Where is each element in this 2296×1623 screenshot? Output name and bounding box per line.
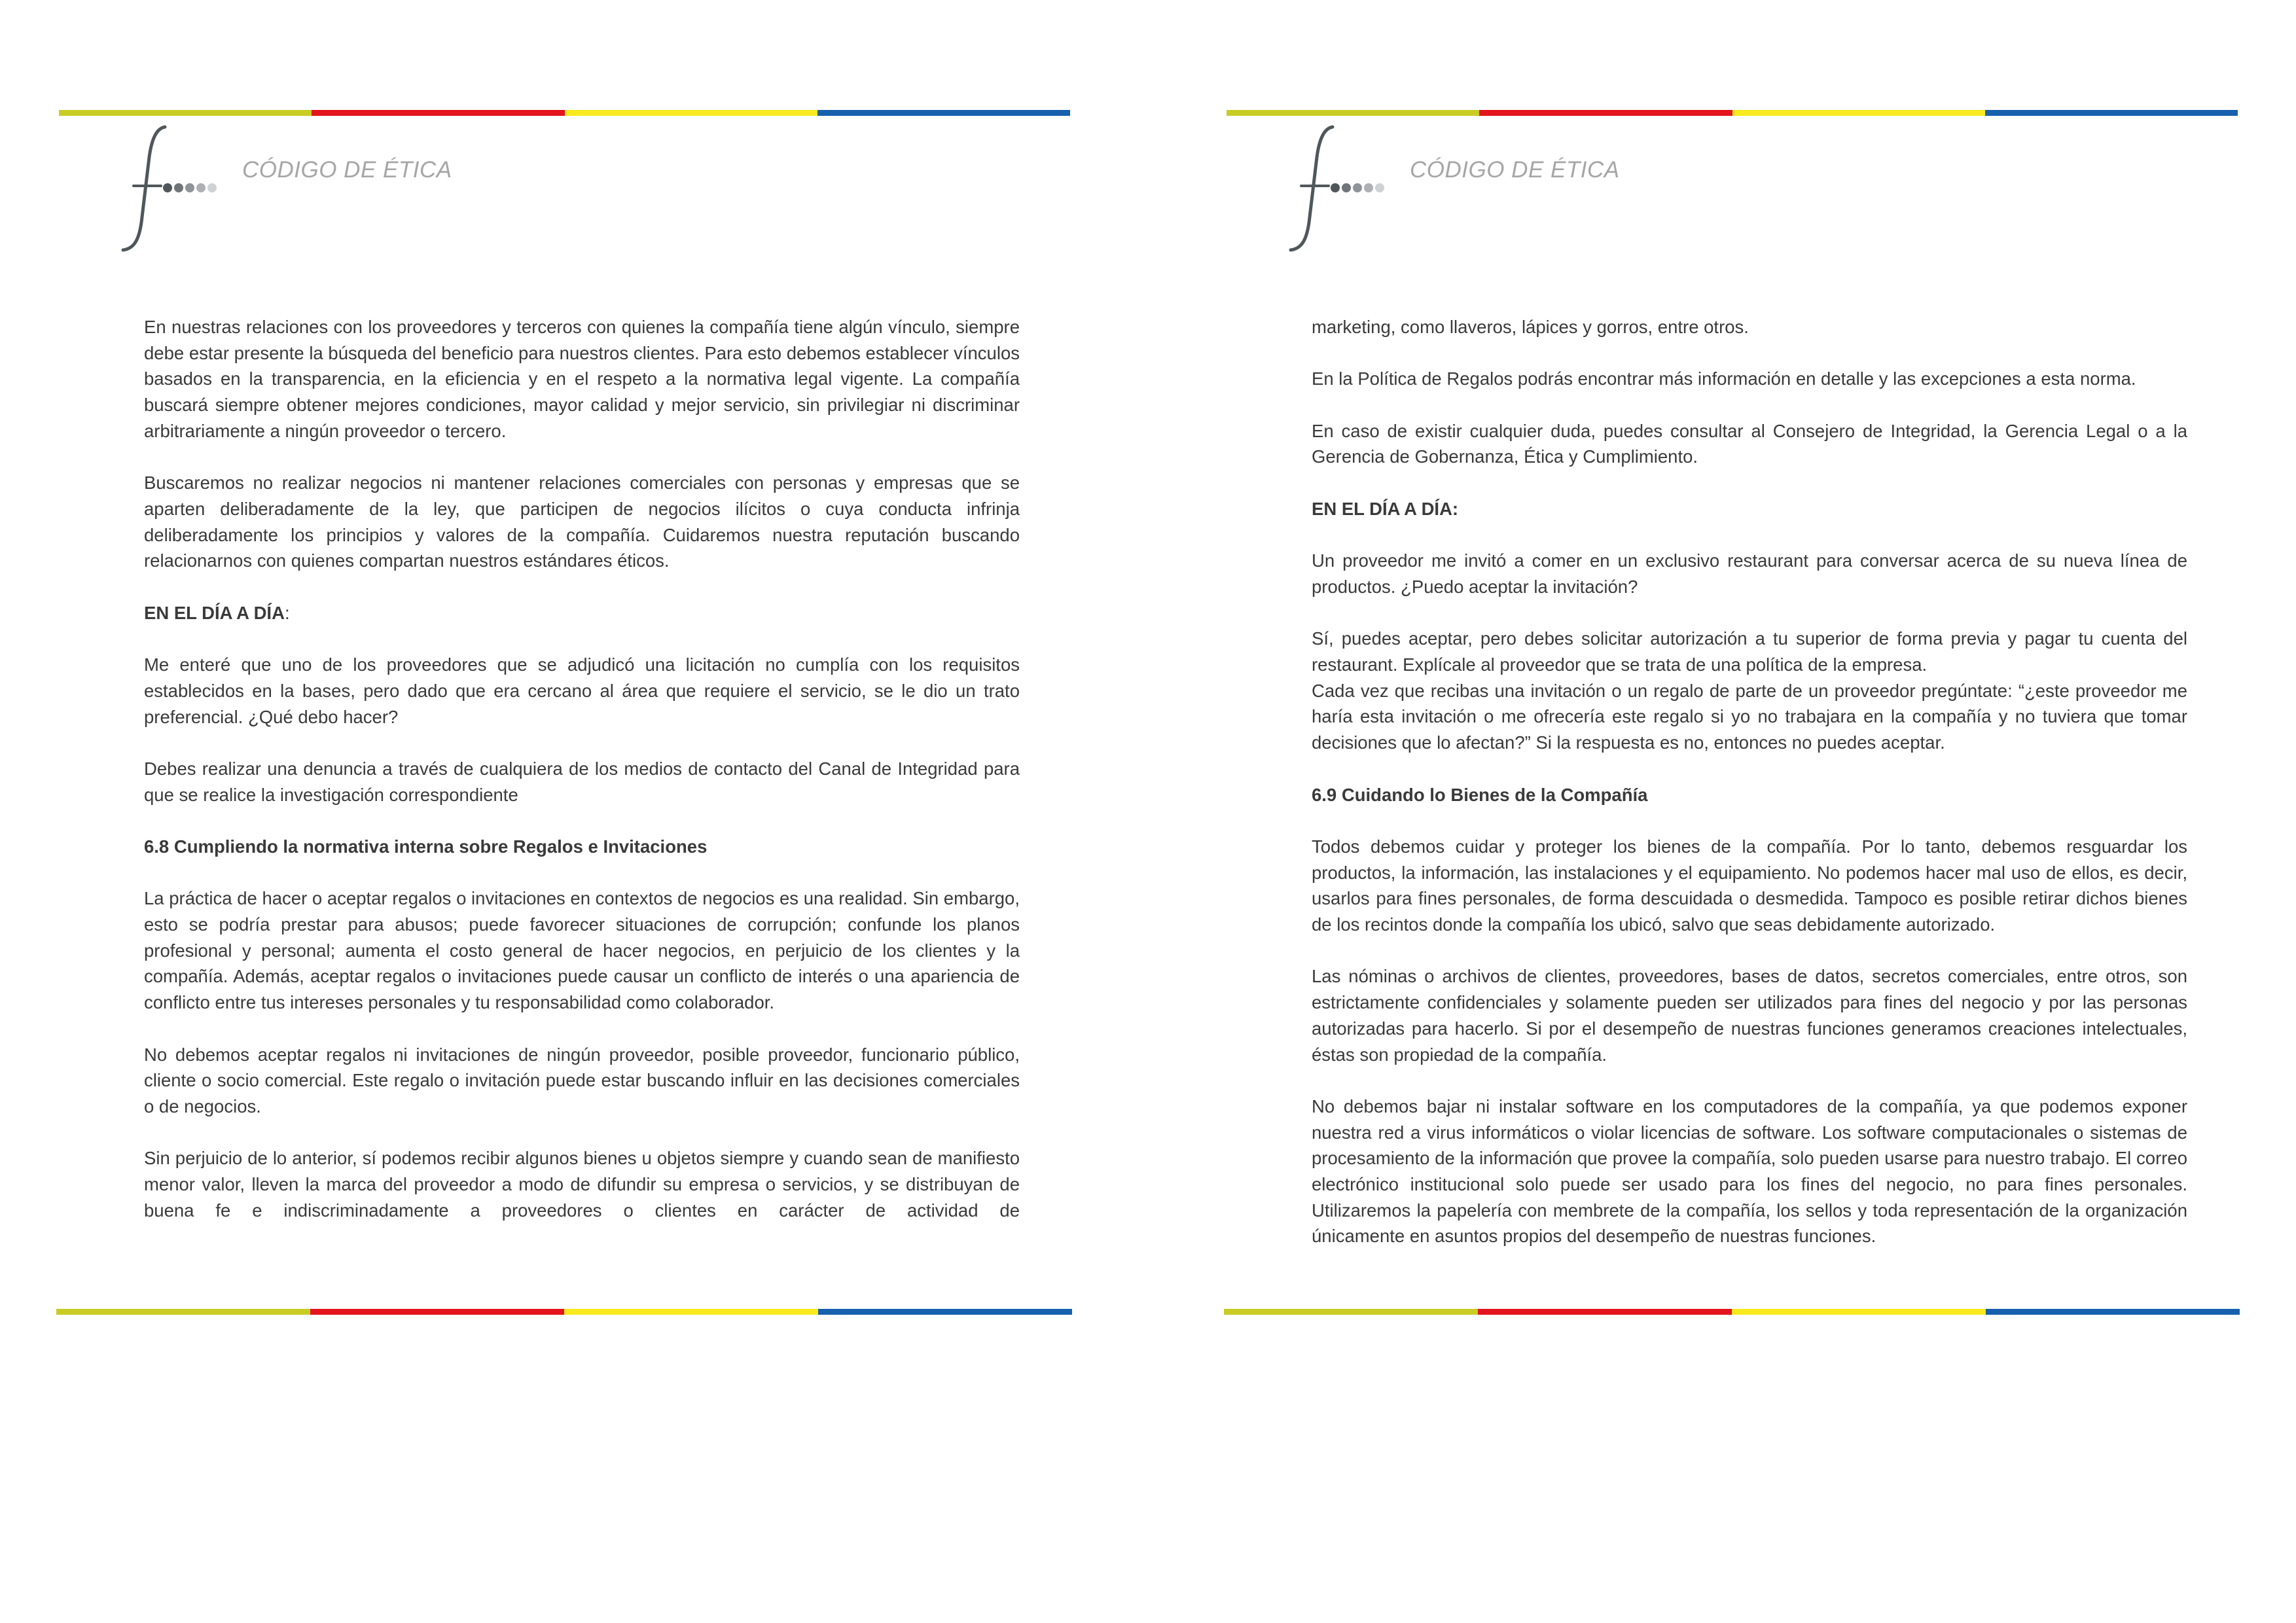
top-color-stripe [59, 110, 1070, 116]
paragraph: Debes realizar una denuncia a través de cualquiera de los medios de contacto del Canal de Integridad para que se realice la investigación correspondiente [144, 758, 1020, 805]
bottom-color-stripe [1224, 1309, 2240, 1315]
section-heading: EN EL DÍA A DÍA: [144, 602, 290, 623]
header-title: CÓDIGO DE ÉTICA [1410, 157, 1620, 183]
left-page-body [144, 314, 1020, 1223]
paragraph: La práctica de hacer o aceptar regalos o invitaciones en contextos de negocios es una realidad. Sin embargo, esto se podría prestar para abusos; puede favorecer situaciones de corrupción; confunde los planos profesional y personal; aumenta el costo general de hacer negocios, en perjuicio de los clientes y la compañía. Además, aceptar regalos o invitaciones puede causar un conflicto de interés o una apariencia de conflicto entre tus intereses personales y tu responsabilidad como colaborador. [144, 888, 1020, 1013]
paragraph: En la Política de Regalos podrás encontrar más información en detalle y las excepciones a esta norma. [1312, 368, 2136, 389]
paragraph: Me enteré que uno de los proveedores que se adjudicó una licitación no cumplía con los requisitos establecidos en la bases, pero dado que era cercano al área que requiere el servicio, se le dio un trato preferencial. ¿Qué debo hacer? [144, 654, 1020, 727]
section-heading: EN EL DÍA A DÍA: [1312, 498, 1459, 519]
paragraph: Todos debemos cuidar y proteger los bienes de la compañía. Por lo tanto, debemos resguardar los productos, la información, las instalaciones y el equipamiento. No podemos hacer mal uso de ellos, es decir, usarlos para fines personales, de forma descuidada o desmedida. Tampoco es posible retirar dichos bienes de los recintos donde la compañía los ubicó, salvo que seas debidamente autorizado. [1312, 836, 2187, 935]
bottom-color-stripe [56, 1309, 1072, 1315]
paragraph: Las nóminas o archivos de clientes, proveedores, bases de datos, secretos comerciales, entre otros, son estrictamente confidenciales y solamente pueden ser utilizados para fines del negocio y por las personas autorizadas para hacerlo. Si por el desempeño de nuestras funciones generamos creaciones intelectuales, éstas son propiedad de la compañía. [1312, 966, 2187, 1065]
script-f-logo-icon [1279, 124, 1397, 255]
paragraph: Buscaremos no realizar negocios ni mantener relaciones comerciales con personas y empresas que se aparten deliberadamente de la ley, que participen de negocios ilícitos o cuya conducta infrinja deliberadamente los principios y valores de la compañía. Cuidaremos nuestra reputación buscando relacionarnos con quienes compartan nuestros estándares éticos. [144, 473, 1020, 571]
right-page [1168, 0, 2296, 1623]
section-heading-6-9: 6.9 Cuidando lo Bienes de la Compañía [1312, 784, 1648, 805]
section-heading-6-8: 6.8 Cumpliendo la normativa interna sobre Regalos e Invitaciones [144, 836, 708, 857]
header-title: CÓDIGO DE ÉTICA [242, 157, 452, 183]
script-f-logo-icon [111, 124, 229, 255]
paragraph: Un proveedor me invitó a comer en un exclusivo restaurant para conversar acerca de su nueva línea de productos. ¿Puedo aceptar la invitación? [1312, 550, 2187, 597]
paragraph: En caso de existir cualquier duda, puedes consultar al Consejero de Integridad, la Gerencia Legal o a la Gerencia de Gobernanza, Ética y Cumplimiento. [1312, 420, 2187, 467]
paragraph: marketing, como llaveros, lápices y gorros, entre otros. [1312, 317, 1749, 337]
paragraph: No debemos aceptar regalos ni invitaciones de ningún proveedor, posible proveedor, funcionario público, cliente o socio comercial. Este regalo o invitación puede estar buscando influir en las decisiones comerciales o de negocios. [144, 1044, 1020, 1116]
right-page-body [1312, 314, 2187, 1249]
paragraph: Sí, puedes aceptar, pero debes solicitar autorización a tu superior de forma previa y pagar tu cuenta del restaurant. Explícale al proveedor que se trata de una política de la empresa. [1312, 628, 2187, 675]
paragraph: Sin perjuicio de lo anterior, sí podemos recibir algunos bienes u objetos siempre y cuando sean de manifiesto menor valor, lleven la marca del proveedor a modo de difundir su empresa o servicios, y se distribuyan de buena fe e indiscriminadamente a proveedores o clientes en carácter de actividad de [144, 1148, 1020, 1221]
paragraph: En nuestras relaciones con los proveedores y terceros con quienes la compañía tiene algún vínculo, siempre debe estar presente la búsqueda del beneficio para nuestros clientes. Para esto debemos establecer vínculos basados en la transparencia, en la eficiencia y en el respeto a la normativa legal vigente. La compañía buscará siempre obtener mejores condiciones, mayor calidad y mejor servicio, sin privilegiar ni discriminar arbitrariamente a ningún proveedor o tercero. [144, 317, 1020, 441]
top-color-stripe [1227, 110, 2238, 116]
paragraph: No debemos bajar ni instalar software en los computadores de la compañía, ya que podemos exponer nuestra red a virus informáticos o violar licencias de software. Los software computacionales o sistemas de procesamiento de la información que provee la compañía, solo pueden usarse para nuestro trabajo. El correo electrónico institucional solo puede ser usado para los fines del negocio, no para fines personales. Utilizaremos la papelería con membrete de la compañía, los sellos y toda representación de la organización únicamente en asuntos propios del desempeño de nuestras funciones. [1312, 1096, 2187, 1247]
paragraph: Cada vez que recibas una invitación o un regalo de parte de un proveedor pregúntate: “¿este proveedor me haría esta invitación o me ofrecería este regalo si yo no trabajara en la compañía y no tuviera que tomar decisiones que lo afectan?” Si la respuesta es no, entonces no puedes aceptar. [1312, 680, 2187, 753]
